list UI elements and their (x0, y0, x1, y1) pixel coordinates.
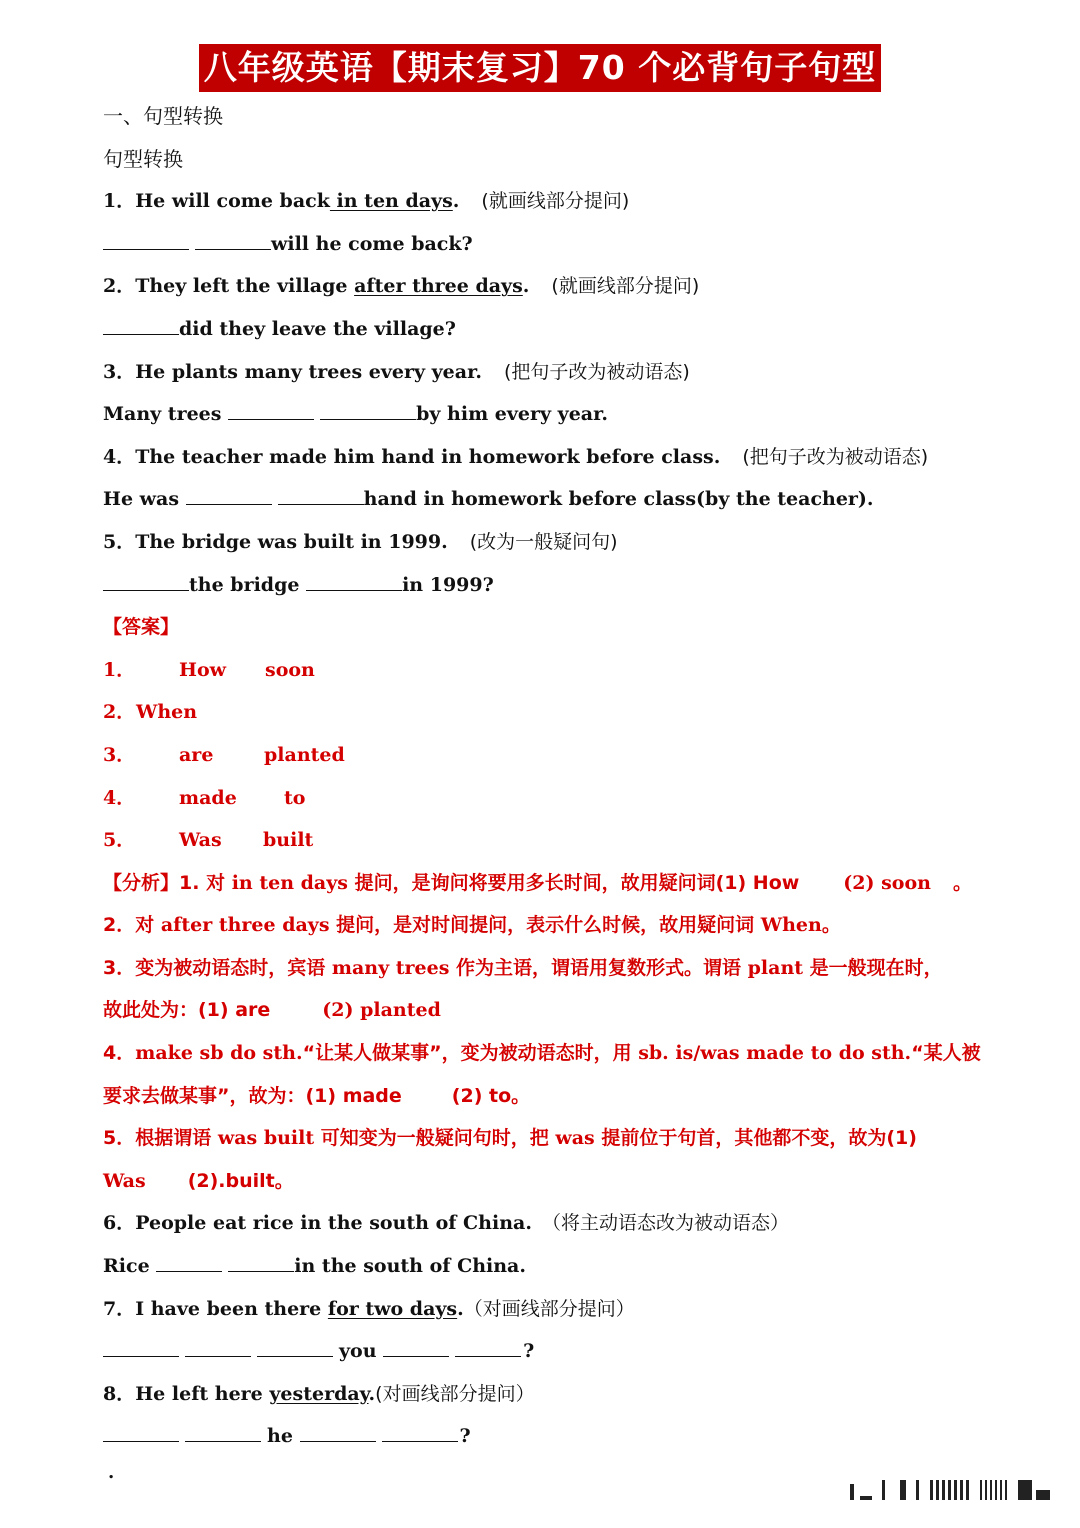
answer-blank[interactable] (300, 1423, 376, 1442)
answer-blank[interactable] (228, 401, 314, 420)
answer-blank[interactable] (103, 1338, 179, 1357)
analysis-line-2: 2．对 after three days 提问，是对时间提问，表示什么时候，故用疑问词 When。 (103, 914, 841, 937)
title-banner (0, 44, 1080, 92)
question-8: 8．He left here yesterday.(对画线部分提问） (103, 1382, 535, 1405)
trailing-dot: . (108, 1462, 115, 1483)
question-2: 2．They left the village after three days. (就画线部分提问) (103, 275, 700, 298)
answer-item-5: 5． Was built (103, 829, 314, 852)
page-title: 八年级英语【期末复习】70 个必背句子句型 (199, 44, 881, 92)
question-7: 7．I have been there for two days.（对画线部分提问） (103, 1297, 635, 1320)
answer-blank[interactable] (306, 572, 402, 591)
answer-line-6: Rice in the south of China. (103, 1255, 526, 1278)
question-1: 1．He will come back in ten days. (就画线部分提问) (103, 190, 630, 213)
answer-blank[interactable] (103, 572, 189, 591)
answer-line-8: he ? (103, 1415, 1003, 1458)
answer-blank[interactable] (186, 486, 272, 505)
analysis-line-5: 4．make sb do sth.“让某人做某事”，变为被动语态时，用 sb. is/was made to do sth.“某人被 (103, 1042, 981, 1065)
underlined-phrase: for two days (327, 1297, 458, 1320)
answer-item-1: 1． How soon (103, 658, 315, 681)
answer-line-5: the bridge in 1999? (103, 564, 1003, 607)
answer-blank[interactable] (278, 486, 364, 505)
answer-blank[interactable] (185, 1423, 261, 1442)
answer-blank[interactable] (103, 316, 179, 335)
answer-label: 【答案】 (103, 616, 180, 639)
answer-blank[interactable] (320, 401, 416, 420)
underlined-phrase: in ten days (329, 190, 453, 213)
barcode-decoration (850, 1480, 1050, 1500)
analysis-line-6: 要求去做某事”，故为：(1) made (2) to。 (103, 1084, 531, 1107)
section-heading: 一、句型转换 (103, 104, 223, 128)
answer-blank[interactable] (103, 1423, 179, 1442)
analysis-line-3: 3．变为被动语态时，宾语 many trees 作为主语，谓语用复数形式。谓语 plant 是一般现在时， (103, 956, 943, 979)
analysis-line-8: Was (2).built。 (103, 1169, 294, 1192)
analysis-line-1: 【分析】1. 对 in ten days 提问，是询问将要用多长时间，故用疑问词(1) How (2) soon 。 (103, 871, 972, 894)
answer-blank[interactable] (156, 1253, 222, 1272)
answer-line-1: will he come back? (103, 223, 1003, 266)
question-3: 3．He plants many trees every year. (把句子改为被动语态) (103, 360, 690, 383)
underlined-phrase: yesterday (269, 1382, 369, 1405)
answer-item-4: 4． made to (103, 786, 306, 809)
question-6: 6．People eat rice in the south of China. （将主动语态改为被动语态） (103, 1212, 789, 1235)
sub-heading: 句型转换 (103, 146, 183, 171)
underlined-phrase: after three days (354, 275, 523, 298)
analysis-line-7: 5．根据谓语 was built 可知变为一般疑问句时，把 was 提前位于句首，其他都不变，故为(1) (103, 1127, 917, 1150)
answer-item-3: 3． are planted (103, 743, 345, 766)
answer-blank[interactable] (455, 1338, 521, 1357)
question-4: 4．The teacher made him hand in homework before class. (把句子改为被动语态) (103, 445, 929, 468)
answer-blank[interactable] (383, 1338, 449, 1357)
answer-blank[interactable] (195, 231, 271, 250)
answer-blank[interactable] (257, 1338, 333, 1357)
analysis-line-4: 故此处为：(1) are (2) planted (103, 999, 441, 1022)
answer-blank[interactable] (103, 231, 189, 250)
answer-line-7: you ? (103, 1330, 1003, 1373)
worksheet-body (103, 95, 1003, 1458)
answer-line-4: He was hand in homework before class(by the teacher). (103, 488, 874, 511)
answer-line-3: Many trees by him every year. (103, 403, 608, 426)
answer-item-2: 2．When (103, 701, 198, 724)
answer-blank[interactable] (382, 1423, 458, 1442)
answer-line-2: did they leave the village? (103, 308, 1003, 351)
answer-blank[interactable] (228, 1253, 294, 1272)
answer-blank[interactable] (185, 1338, 251, 1357)
question-5: 5．The bridge was built in 1999. (改为一般疑问句) (103, 530, 618, 553)
